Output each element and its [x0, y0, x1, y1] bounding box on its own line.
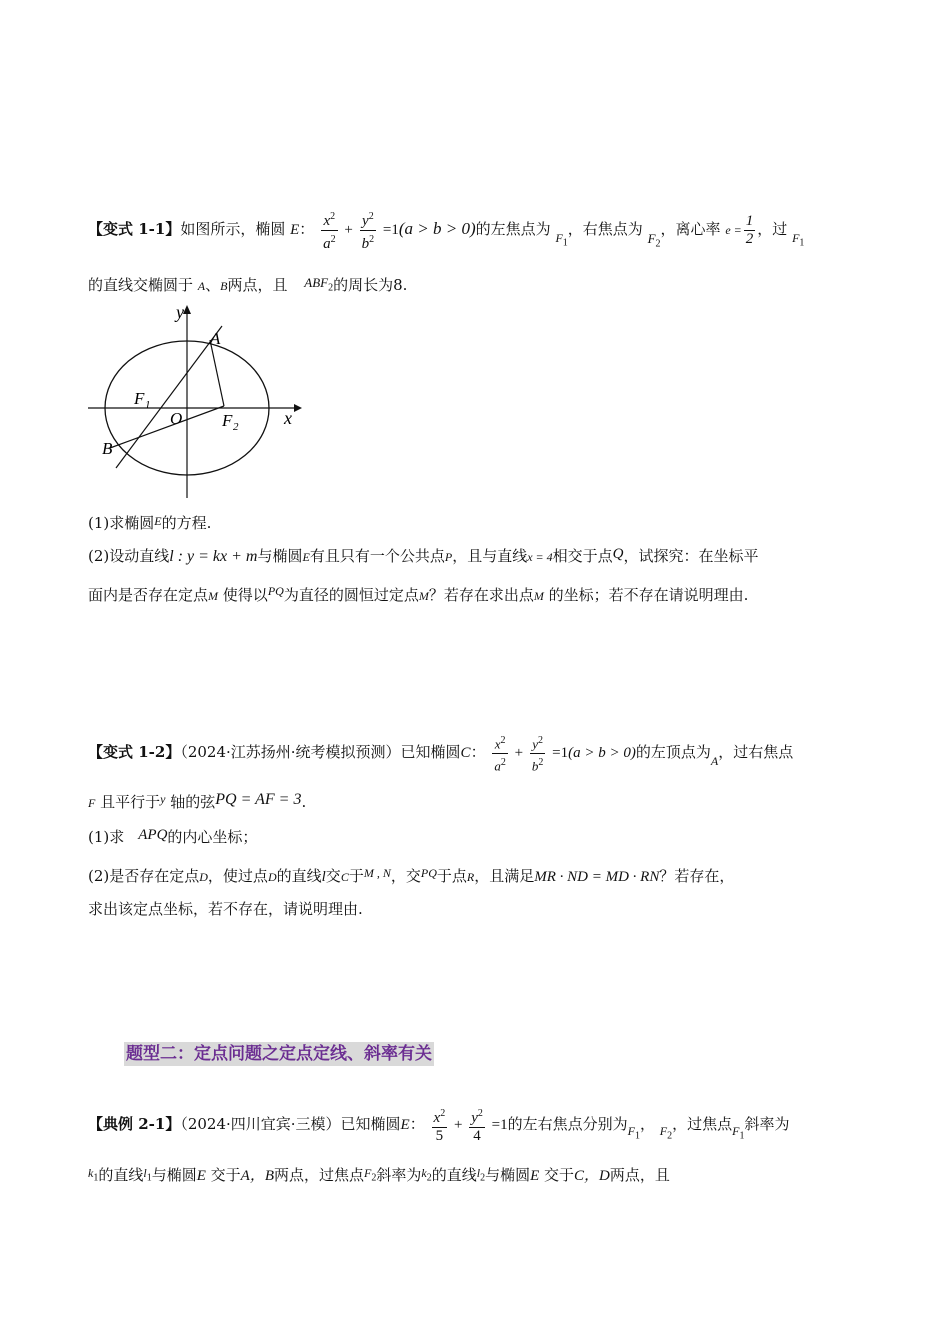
text: ： [299, 220, 315, 238]
label-x: x [284, 408, 292, 428]
label-O: O [170, 409, 183, 428]
line-AB [116, 326, 222, 468]
fraction-one-half: $\frac{1}{2}$ [745, 212, 754, 247]
label-F1: F [134, 389, 145, 408]
text: 的周长为8. [333, 276, 408, 294]
fraction-x2-5: $\frac{x^2}{5}$ [432, 1105, 448, 1145]
label-B: B [102, 439, 113, 458]
text: 如图所示，椭圆 [180, 220, 286, 238]
math-ABF2: $ABF_2$ [304, 275, 334, 294]
x-axis-arrow-icon [294, 404, 302, 412]
math-F2: $F_2$ [647, 231, 661, 250]
text: 的直线交椭圆于 [88, 276, 194, 294]
example-tag: 【典例 2-1】 [88, 1115, 181, 1133]
text: ，过 [757, 220, 788, 238]
text: ，右焦点为 [567, 220, 643, 238]
math-line-l: l : y = kx + m [169, 548, 258, 565]
math-A: A [197, 279, 206, 293]
label-F2-sub: 2 [233, 421, 239, 433]
segment-BF2 [110, 406, 224, 448]
fraction-y2-b2: $\frac{y^2}{b^2}$ [360, 208, 377, 253]
variant-1-1-q2: (2)设动直线l : y = kx + m与椭圆E有且只有一个公共点P，且与直线x = 4相交于点Q，试探究：在坐标平 [88, 546, 759, 565]
fraction-x2-a2: $\frac{x^2}{a^2}$ [492, 732, 508, 774]
variant-1-2-q1: (1)求 APQ的内心坐标； [88, 827, 258, 846]
variant-1-2-line-2: F 且平行于$^y$ 轴的弦PQ = AF = 3. [88, 791, 307, 811]
text: 、 [205, 276, 221, 294]
example-2-1-line-1: 【典例 2-1】（2024·四川宜宾·三模）已知椭圆E： $\frac{x^2}{5}$ + $\frac{y^2}{4}$ =1的左右焦点分别为$_{F_1}$， $_{F_2}$，过焦点$_{F_1}$斜率为 [88, 1102, 790, 1158]
math-e: e = [725, 223, 742, 237]
math-condition: (a > b > 0) [398, 219, 476, 238]
fraction-x2-a2: $\frac{x^2}{a^2}$ [321, 208, 338, 253]
label-F2: F [222, 411, 233, 430]
variant-1-1-q2-cont: 面内是否存在定点M 使得以$^{PQ}$为直径的圆恒过定点M？若存在求出点M 的坐标；若不存在请说明理由. [88, 584, 749, 604]
math-eq1: =1 [382, 222, 399, 238]
text: 两点，且 [227, 276, 288, 294]
y-axis-arrow-icon [183, 305, 191, 314]
math-F1: F1 [792, 231, 805, 249]
label-F1-sub: 1 [145, 399, 151, 411]
example-2-1-line-2: $^{k_1}$的直线$^{l_1}$与椭圆E 交于A，B两点，过焦点$^{F_2}$斜率为$^{k_2}$的直线$^{l_2}$与椭圆E 交于C，D两点，且 [88, 1166, 670, 1184]
variant-tag: 【变式 1-1】 [88, 220, 181, 238]
math-E: E [290, 222, 300, 238]
fraction-y2-b2: $\frac{y^2}{b^2}$ [530, 732, 546, 774]
math-F1: F1 [555, 231, 568, 249]
section-heading: 题型二：定点问题之定点定线、斜率有关 [126, 1044, 432, 1064]
text: 的左焦点为 [475, 220, 551, 238]
variant-tag: 【变式 1-2】 [88, 743, 181, 761]
variant-1-2-q2-cont: 求出该定点坐标，若不存在，请说明理由. [88, 900, 363, 918]
variant-1-1-line-1 [88, 206, 804, 268]
segment-AF2 [210, 340, 224, 406]
ellipse-figure [82, 300, 312, 500]
label-y: y [176, 302, 184, 322]
variant-1-1-line-2 [88, 272, 407, 300]
math-B: B [220, 279, 228, 293]
math-plus: + [344, 222, 353, 238]
variant-1-2-line-1: 【变式 1-2】（2024·江苏扬州·统考模拟预测）已知椭圆C： $\frac{x^2}{a^2}$ + $\frac{y^2}{b^2}$ =1(a > b > 0)的左顶点为$_A$，过右焦点 [88, 730, 793, 783]
label-A: A [210, 329, 221, 348]
fraction-y2-4: $\frac{y^2}{4}$ [469, 1105, 485, 1145]
variant-1-2-q2: (2)是否存在定点D，使过点D的直线l交C于$^{M , N}$，交$^{PQ}$于点R，且满足MR · ND = MD · RN？若存在， [88, 866, 735, 885]
variant-1-1-q1: (1)求椭圆$^E$的方程. [88, 514, 212, 532]
text: ，离心率 [660, 220, 721, 238]
